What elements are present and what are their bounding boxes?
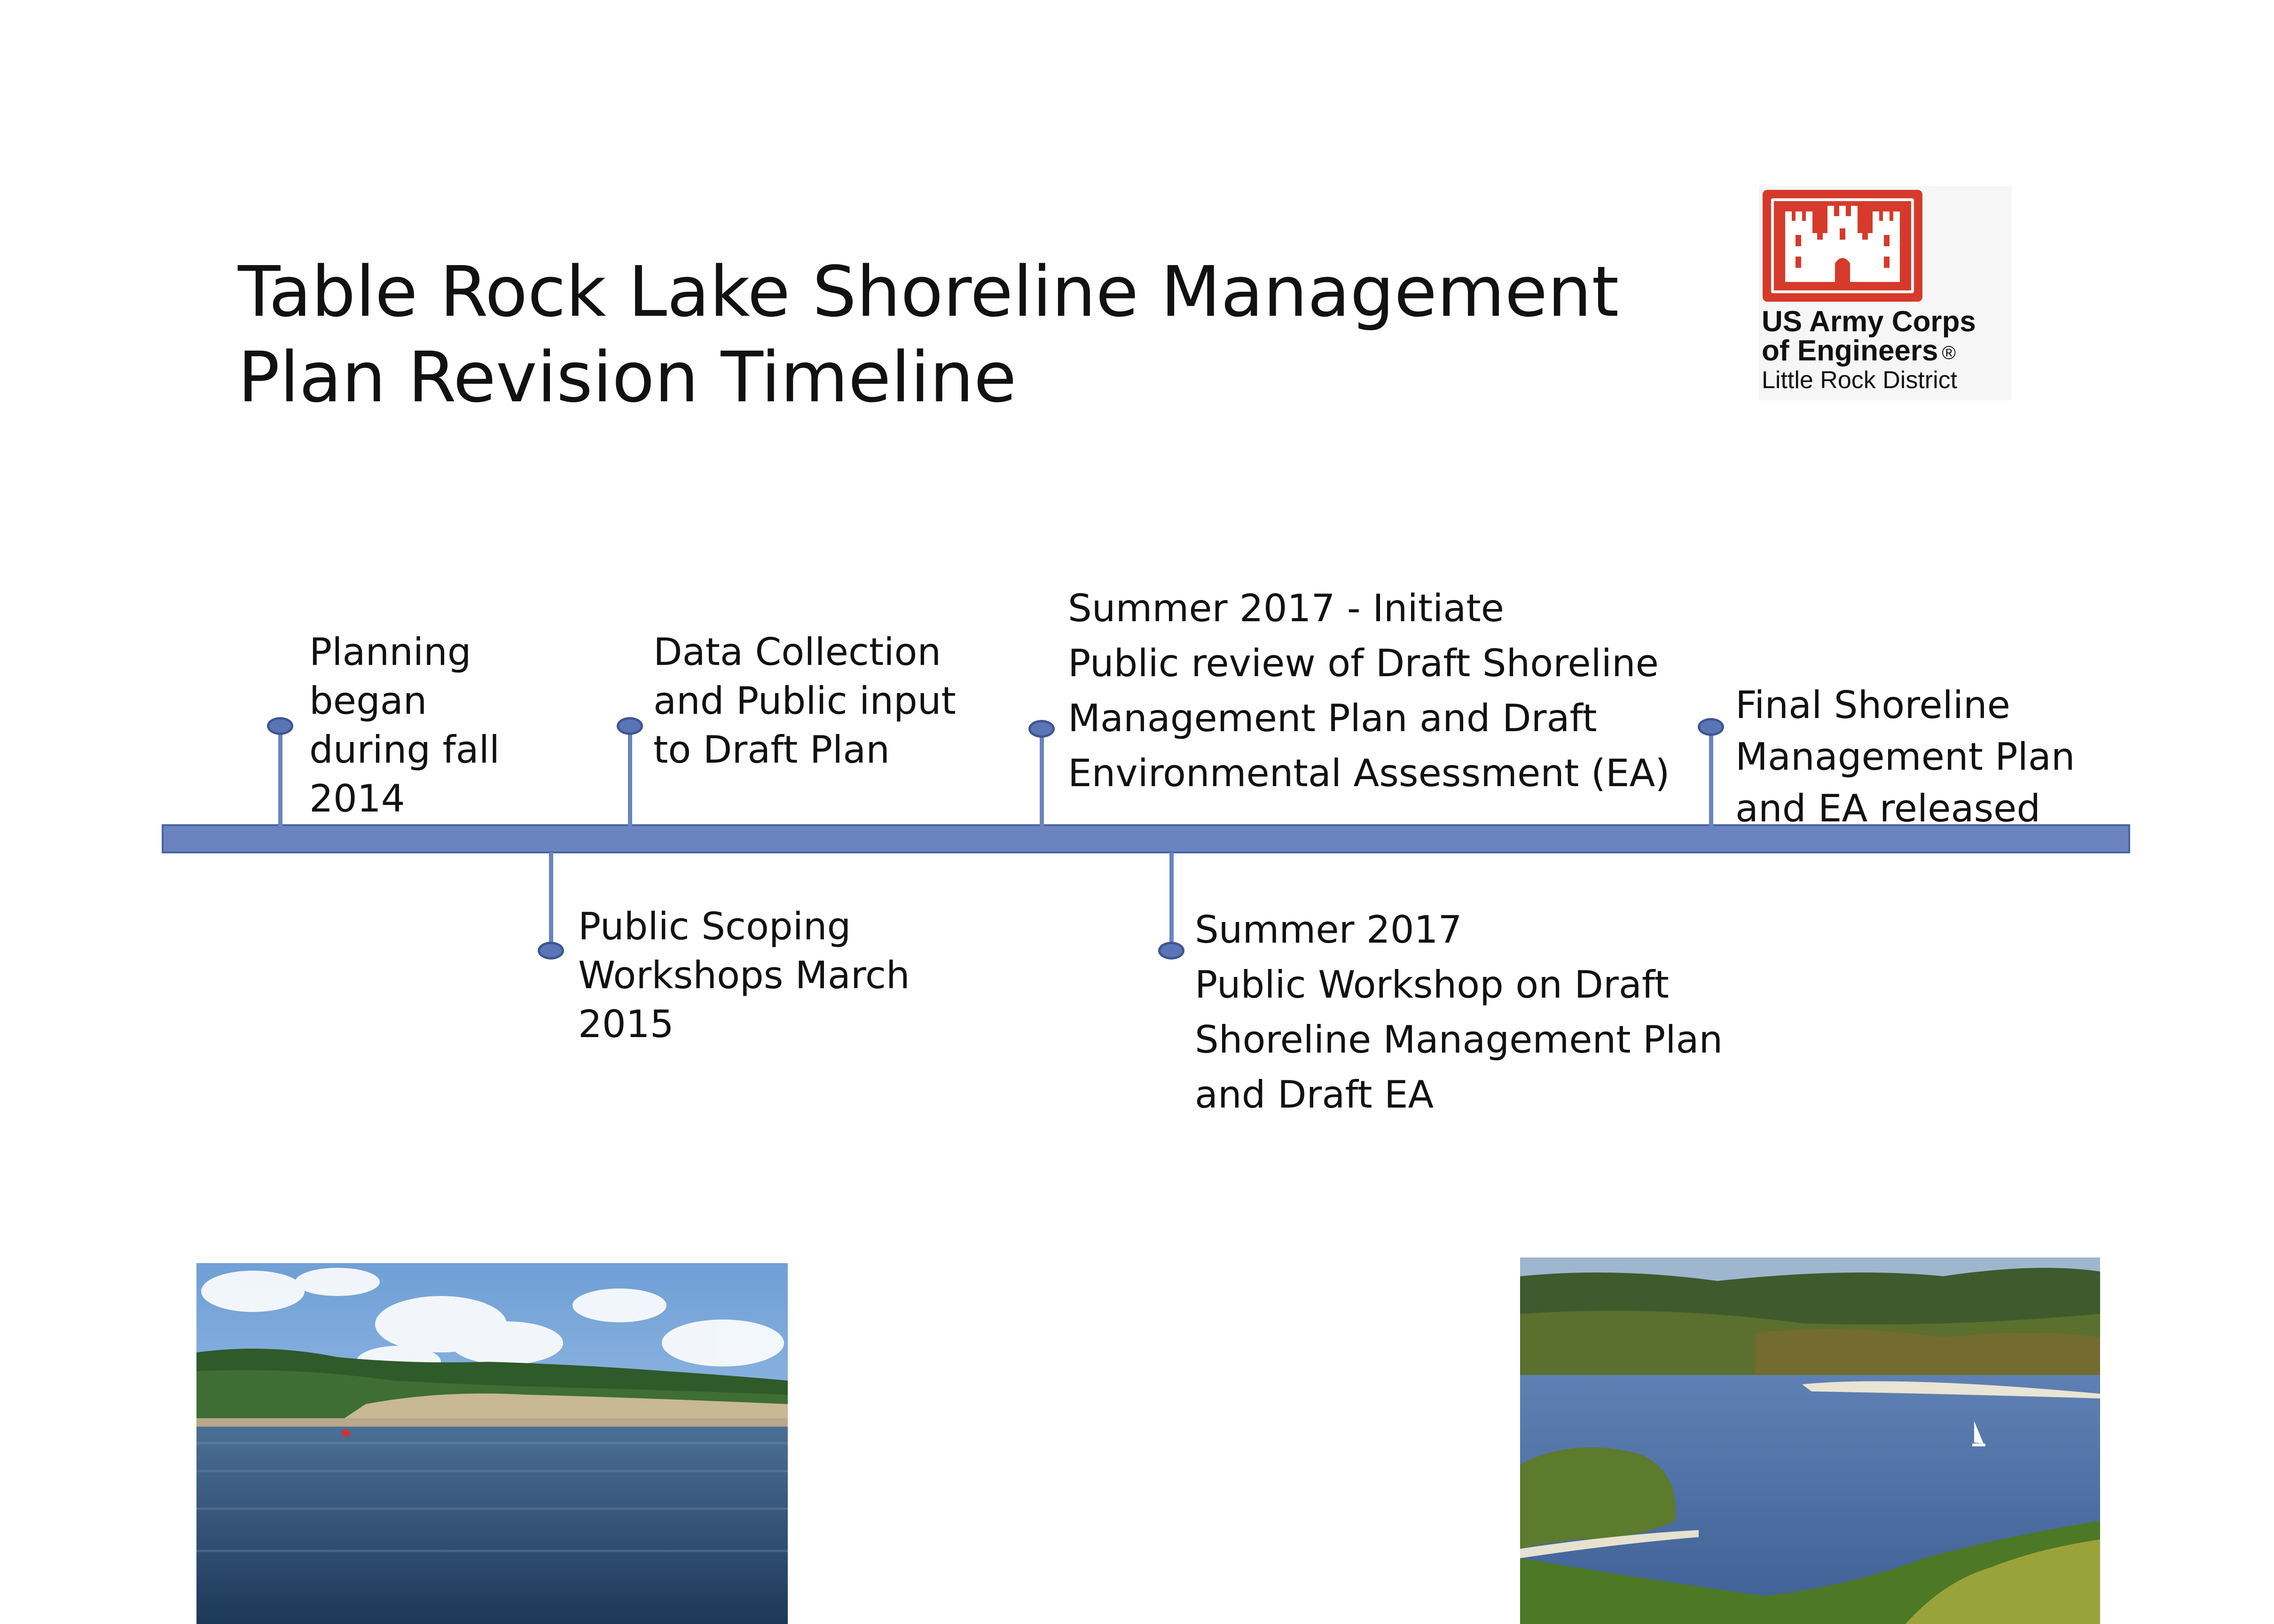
milestone-stem — [1169, 852, 1174, 952]
milestone-planning: Planning began during fall 2014 — [309, 630, 500, 820]
milestone-final-release: Final Shoreline Management Plan and EA released — [1735, 683, 2075, 830]
milestone-public-review: Summer 2017 - Initiate Public review of Draft Shoreline Management Plan and Draft Environmental Assessment (EA) — [1068, 586, 1670, 795]
milestone-stem — [278, 726, 282, 826]
milestone-data-collection: Data Collection and Public input to Draft Plan — [653, 630, 956, 772]
lake-aerial-photo — [1520, 1257, 2100, 1624]
slide-title — [238, 249, 1648, 420]
milestone-stem — [1709, 727, 1713, 826]
usace-logo — [1759, 186, 2012, 400]
milestone-stem — [549, 852, 553, 952]
castle-icon — [1779, 202, 1906, 289]
milestone-marker — [538, 942, 564, 960]
title-line-2: Plan Revision Timeline — [238, 337, 1017, 418]
milestone-marker — [1028, 720, 1055, 738]
title-line-1: Table Rock Lake Shoreline Management — [238, 251, 1619, 332]
milestone-public-scoping: Public Scoping Workshops March 2015 — [578, 905, 910, 1046]
registered-mark: ® — [1942, 342, 1956, 363]
milestone-marker — [1158, 942, 1184, 960]
lake-beach-photo — [196, 1263, 788, 1624]
milestone-stem — [628, 726, 632, 826]
logo-badge — [1763, 190, 1922, 302]
logo-line-2: of Engineers ® — [1762, 335, 1956, 367]
milestone-marker — [617, 717, 643, 735]
milestone-marker — [1698, 718, 1724, 736]
milestone-public-workshop: Summer 2017 Public Workshop on Draft Shoreline Management Plan and Draft EA — [1195, 908, 1723, 1116]
logo-line-3: Little Rock District — [1762, 367, 1958, 394]
milestone-marker — [267, 717, 293, 735]
logo-line-1: US Army Corps — [1762, 305, 1976, 338]
milestone-stem — [1040, 729, 1044, 826]
